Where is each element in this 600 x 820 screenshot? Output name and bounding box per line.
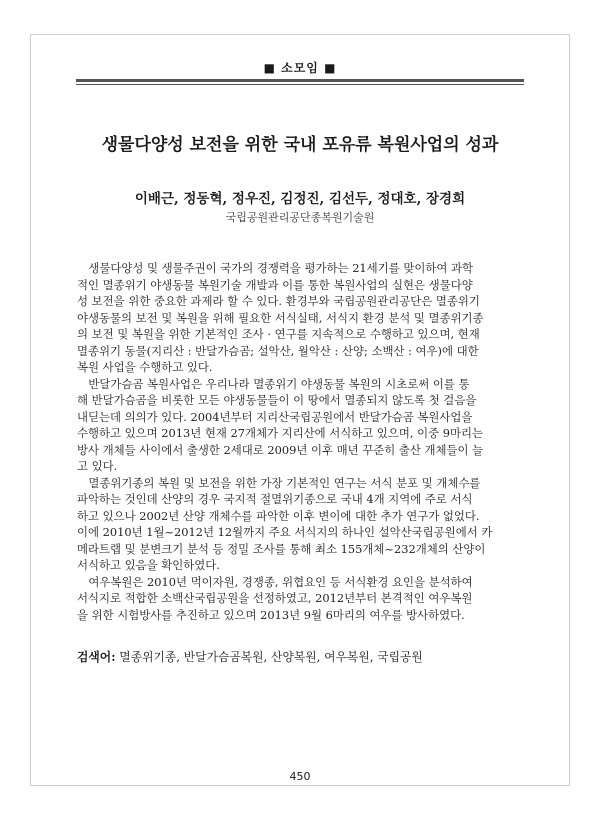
header-rule-thick [76,79,524,82]
keywords-label: 검색어: [77,650,116,664]
paper-title: 생물다양성 보전을 위한 국내 포유류 복원사업의 성과 [101,135,499,155]
abstract-line: 서식지로 적합한 소백산국립공원을 선정하였고, 2012년부터 본격적인 여우복원 [77,591,473,605]
author-list: 이배근, 정동혁, 정우진, 김정진, 김선두, 정대호, 장경희 [134,191,466,207]
abstract-line: 내딛는데 의의가 있다. 2004년부터 지리산국립공원에서 반달가슴곰 복원사업을 [77,409,473,424]
abstract-line: 고 있다. [77,459,118,473]
abstract-body [77,260,523,623]
abstract-line: 서식하고 있음을 확인하였다. [77,558,220,572]
section-tag: ■ 소모임 ■ [263,61,337,75]
abstract-line: 을 위한 시험방사를 추진하고 있으며 2013년 9월 6마리의 여우를 방사하였다. [77,607,465,622]
abstract-line: 해 반달가슴곰을 비롯한 모든 야생동물들이 이 땅에서 멸종되지 않도록 첫 걸음을 [77,393,477,407]
abstract-line: 멸종위기 동물(지리산 : 반달가슴곰; 설악산, 월악산 : 산양; 소백산 : 여우)에 대한 [77,343,479,358]
abstract-line: 생물다양성 및 생물주권이 국가의 경쟁력을 평가하는 21세기를 맞이하여 과학 [77,261,473,275]
header-rule-thin [76,84,524,85]
abstract-line: 수행하고 있으며 2013년 현재 27개체가 지리산에 서식하고 있으며, 이중 9마리는 [77,426,484,440]
abstract-line: 야생동물의 보전 및 복원을 위해 필요한 서식실태, 서식지 환경 분석 및 멸종위기종 [77,310,484,325]
abstract-line: 복원 사업을 수행하고 있다. [77,360,213,374]
affiliation: 국립공원관리공단종복원기술원 [225,211,375,224]
abstract-line: 메라트랩 및 분변크기 분석 등 정밀 조사를 통해 최소 155개체~232개체의 산양이 [77,541,486,556]
abstract-line: 적인 멸종위기 야생동물 복원기술 개발과 이를 통한 복원사업의 실현은 생물다양 [77,277,473,292]
abstract-line: 파악하는 것인데 산양의 경우 국지적 절멸위기종으로 국내 4개 지역에 주로 서식 [77,492,473,506]
page-number: 450 [289,770,311,783]
abstract-line: 이에 2010년 1월~2012년 12월까지 주요 서식지의 하나인 설악산국립공원에서 카 [77,525,493,539]
keywords-text: 멸종위기종, 반달가슴곰복원, 산양복원, 여우복원, 국립공원 [115,650,423,664]
abstract-line: 하고 있으나 2002년 산양 개체수를 파악한 이후 변이에 대한 추가 연구가 없었다. [77,508,480,523]
abstract-line: 의 보전 및 복원을 위한 기본적인 조사 · 연구를 지속적으로 수행하고 있으며, 현재 [77,327,480,341]
abstract-line: 방사 개체들 사이에서 출생한 2세대로 2009년 이후 매년 꾸준히 출산 개체들이 늘 [77,442,484,457]
keywords [77,648,523,665]
abstract-line: 멸종위기종의 복원 및 보전을 위한 가장 기본적인 연구는 서식 분포 및 개체수를 [77,475,481,490]
abstract-line: 반달가슴곰 복원사업은 우리나라 멸종위기 야생동물 복원의 시초로써 이를 통 [77,376,470,391]
abstract-line: 성 보전을 위한 중요한 과제라 할 수 있다. 환경부와 국립공원관리공단은 멸종위기 [77,294,480,308]
abstract-line: 여우복원은 2010년 먹이자원, 경쟁종, 위협요인 등 서식환경 요인을 분석하여 [77,574,473,589]
